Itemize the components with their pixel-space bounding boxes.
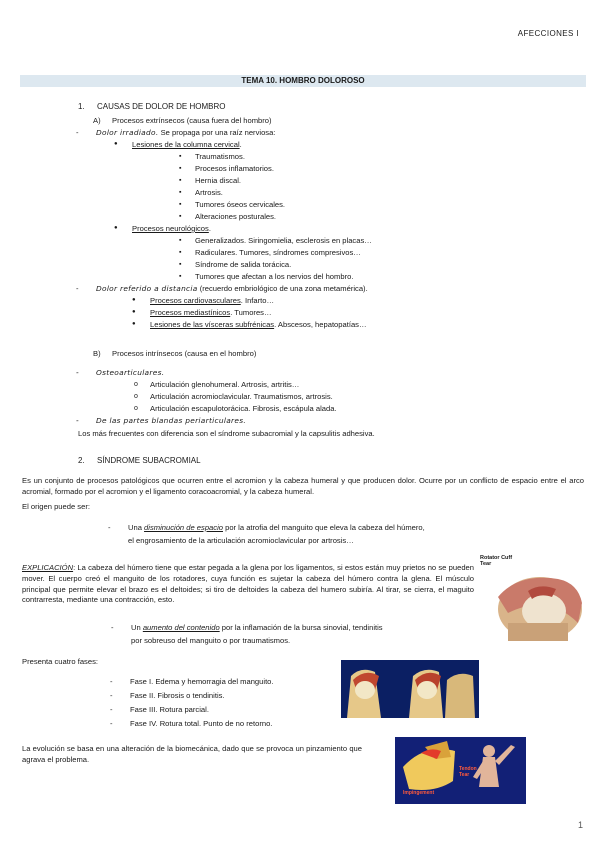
tendon-tear-label: Tendon Tear (459, 766, 477, 778)
partes-blandas: - De las partes blandas periarticulares. (96, 416, 246, 426)
aumento-line-1 (131, 623, 383, 633)
osteoarticulares: - Osteoarticulares. (96, 368, 164, 378)
dolor-referido-line (96, 284, 368, 294)
subsection-a-text: Procesos extrínsecos (causa fuera del hombro) (112, 116, 272, 125)
neuro-title-line: ● Procesos neurológicos. (132, 224, 211, 234)
section-2-heading: SÍNDROME SUBACROMIAL (97, 456, 201, 465)
cervical-item: ▪ Artrosis. (195, 188, 223, 198)
osteo-item: o Articulación escapulotorácica. Fibrosis, escápula alada. (150, 404, 337, 414)
subsection-b-label: B) (93, 349, 101, 358)
cervical-item: ▪ Alteraciones posturales. (195, 212, 276, 222)
referido-item-detail: . Abscesos, hepatopatías… (274, 320, 367, 329)
referido-item-name: Lesiones de las vísceras subfrénicas (150, 320, 275, 329)
neuro-item: ▪ Tumores que afectan a los nervios del hombro. (195, 272, 353, 282)
section-1-heading: CAUSAS DE DOLOR DE HOMBRO (97, 102, 226, 111)
referido-item (150, 308, 272, 318)
cervical-item: ▪ Traumatismos. (195, 152, 245, 162)
document-title: TEMA 10. HOMBRO DOLOROSO (20, 75, 586, 87)
explicacion-paragraph (22, 563, 474, 606)
origen-label: El origen puede ser: (22, 502, 90, 511)
disminucion-line-2: el engrosamiento de la articulación acromioclavicular por artrosis… (128, 536, 354, 545)
section-2-number: 2. (78, 456, 85, 465)
mas-frecuentes: Los más frecuentes con diferencia son el síndrome subacromial y la capsulitis adhesiva. (78, 429, 375, 438)
dolor-referido-rest: (recuerdo embriológico de una zona metamérica). (197, 284, 368, 293)
fase-item: - Fase I. Edema y hemorragia del manguito. (130, 677, 274, 687)
dolor-irradiado-line (96, 128, 275, 138)
subsection-b-text: Procesos intrínsecos (causa en el hombro) (112, 349, 257, 358)
dolor-irradiado-lead: Dolor irradiado. (96, 128, 159, 137)
rotator-cuff-label: Rotator Cuff Tear (480, 555, 513, 568)
disminucion-term: disminución de espacio (144, 523, 223, 532)
disminucion-prefix: Una (128, 523, 145, 532)
referido-item-detail: . Tumores… (230, 308, 272, 317)
section-1-number: 1. (78, 102, 85, 111)
cervical-title-line: ● Lesiones de la columna cervical. (132, 140, 242, 150)
cervical-title: Lesiones de la columna cervical (132, 140, 240, 149)
page-number: 1 (577, 820, 583, 830)
dolor-referido-lead: Dolor referido a distancia (96, 284, 198, 293)
disminucion-text: por la atrofia del manguito que eleva la cabeza del húmero, (222, 523, 425, 532)
referido-item (150, 320, 367, 330)
aumento-term: aumento del contenido (142, 623, 220, 632)
disminucion-line-1 (128, 523, 425, 533)
referido-item-name: Procesos mediastínicos (150, 308, 231, 317)
explicacion-text: : La cabeza del húmero tiene que estar pegada a la glena por los ligamentos, si estos están muy prietos no se pueden mover. El cuerpo creó el manguito de los rotadores, cuya función es sujetar la cabeza del húmero contra la glena. El músculo principal que permite elevar el brazo es el deltoides; si tiro de deltoides la cabeza del humero subiría. Al tirar, se cierra, el maguito contrarresta, mediante una contracción, esto. (22, 563, 474, 605)
neuro-title: Procesos neurológicos (132, 224, 209, 233)
dolor-irradiado-rest: Se propaga por una raíz nerviosa: (158, 128, 276, 137)
subacromial-intro: Es un conjunto de procesos patológicos que ocurren entre el acromion y la cabeza humeral y que producen dolor. Ocurre por un conflicto de espacio entre el arco acromial, formado por el acromion y el ligamento coracoacromial, y la cabeza humeral. (22, 476, 584, 496)
cervical-item: ▪ Procesos inflamatorios. (195, 164, 274, 174)
neuro-item: ▪ Síndrome de salida torácica. (195, 260, 291, 270)
running-header: AFECCIONES I (517, 29, 579, 38)
referido-item-name: Procesos cardiovasculares (150, 296, 241, 305)
aumento-text: por la inflamación de la bursa sinovial, tendinitis (219, 623, 383, 632)
referido-item-detail: . Infarto… (240, 296, 275, 305)
fases-intro: Presenta cuatro fases: (22, 657, 98, 666)
cervical-item: ▪ Tumores óseos cervicales. (195, 200, 285, 210)
impingement-label: Impingement (403, 790, 435, 796)
explicacion-label: EXPLICACIÓN (22, 563, 74, 572)
rotator-cuff-image (478, 553, 588, 641)
fase-item: - Fase III. Rotura parcial. (130, 705, 209, 715)
subsection-a-label: A) (93, 116, 101, 125)
impingement-image (395, 737, 526, 804)
osteo-item: o Articulación glenohumeral. Artrosis, artritis… (150, 380, 299, 390)
aumento-prefix: Un (131, 623, 143, 632)
neuro-item: ▪ Radiculares. Tumores, síndromes compresivos… (195, 248, 361, 258)
fase-item: - Fase IV. Rotura total. Punto de no retorno. (130, 719, 272, 729)
referido-item (150, 296, 274, 306)
shoulder-phases-image (341, 660, 479, 718)
cervical-item: ▪ Hernia discal. (195, 176, 241, 186)
osteo-item: o Articulación acromioclavicular. Traumatismos, artrosis. (150, 392, 333, 402)
neuro-item: ▪ Generalizados. Siringomielia, esclerosis en placas… (195, 236, 372, 246)
fase-item: - Fase II. Fibrosis o tendinitis. (130, 691, 225, 701)
aumento-line-2: por sobreuso del manguito o por traumatismos. (131, 636, 291, 645)
evolucion-paragraph: La evolución se basa en una alteración de la biomecánica, dado que se provoca un pinzamiento que agrava el problema. (22, 744, 362, 764)
